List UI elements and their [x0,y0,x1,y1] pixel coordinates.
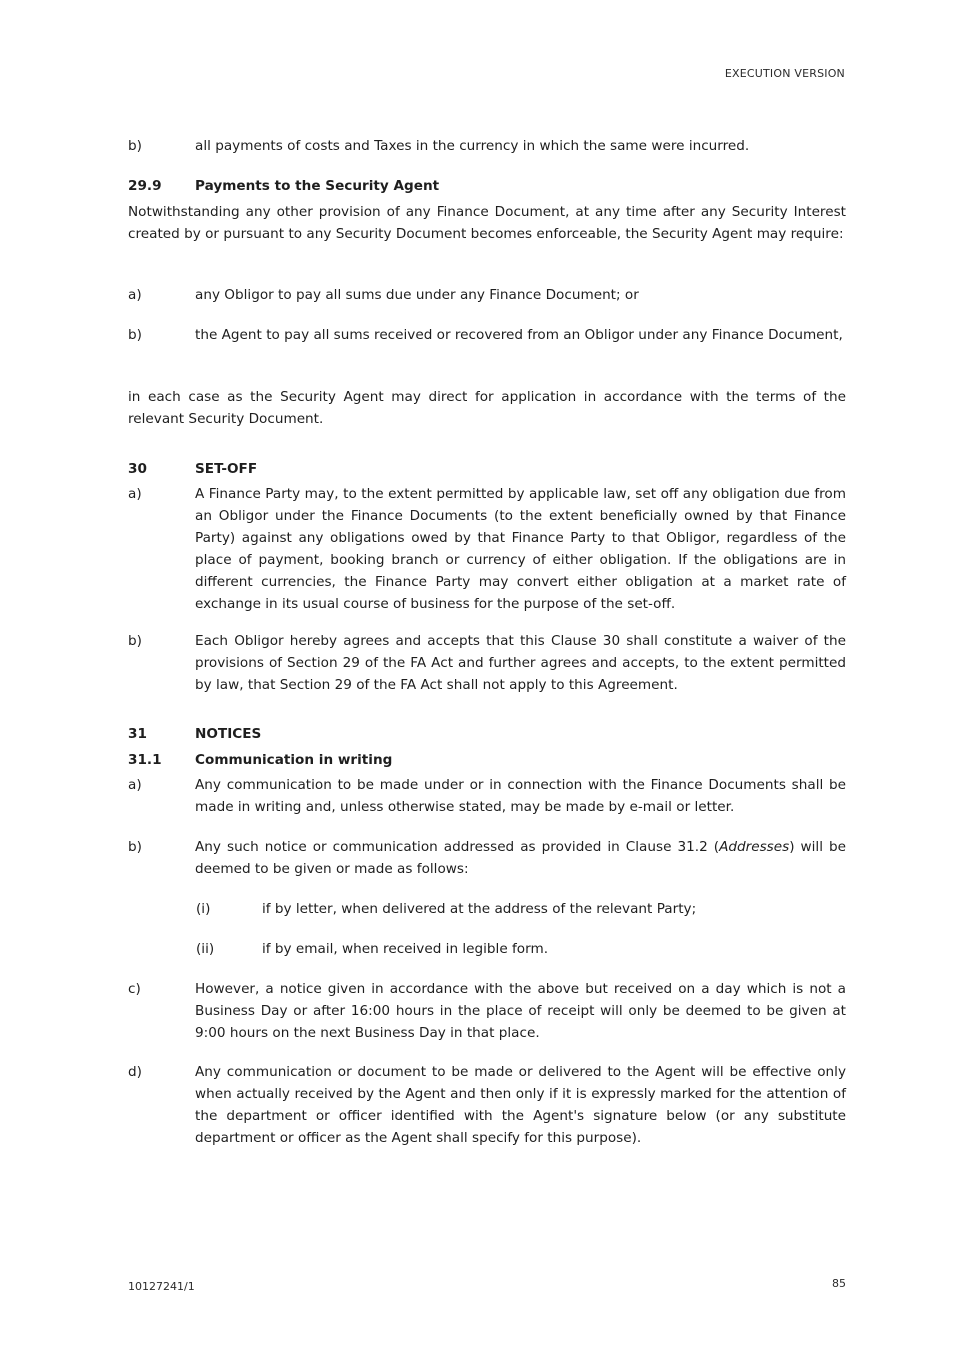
list-item-text: Any communication or document to be made or delivered to the Agent will be effective only when actually received by the Agent and then only if it is expressly marked for the attention of the department or officer identified with the Agent's signature below (or any substitute department or officer as the Agent shall specify for this purpose). [195,1064,846,1146]
section-number: 31 [128,726,147,742]
list-item-text: A Finance Party may, to the extent permitted by applicable law, set off any obligation due from an Obligor under the Finance Documents (to the extent beneficially owned by that Finance Party) against any obligations owed by that Finance Party to that Obligor, regardless of the place of payment, booking branch or currency of either obligation. If the obligations are in different currencies, the Finance Party may convert either obligation at a market rate of exchange in its usual course of business for the purpose of the set-off. [195,486,846,612]
sub-list-item [196,898,846,920]
sub-list-marker: (i) [196,901,211,917]
list-item [128,1061,846,1149]
list-item [128,284,846,306]
sub-list-item-text: if by email, when received in legible form. [262,941,549,957]
page-number: 85 [832,1277,846,1290]
text-segment: ) will be deemed to be given or made as follows: [195,839,846,877]
list-item [128,774,846,818]
list-marker: b) [128,327,142,343]
list-item [128,836,846,880]
list-item-text: all payments of costs and Taxes in the currency in which the same were incurred. [195,138,750,154]
list-item-text [195,836,846,880]
list-item [128,324,846,346]
sub-list-item [196,938,846,960]
list-marker: b) [128,839,142,855]
section-number: 29.9 [128,178,162,194]
section-title: NOTICES [195,726,262,742]
list-item-text: Any communication to be made under or in connection with the Finance Documents shall be made in writing and, unless otherwise stated, may be made by e-mail or letter. [195,777,846,815]
document-version-label: EXECUTION VERSION [724,67,845,80]
section-title: Payments to the Security Agent [195,178,440,194]
document-reference: 10127241/1 [128,1280,195,1293]
paragraph: in each case as the Security Agent may direct for application in accordance with the terms of the relevant Security Document. [128,389,846,427]
list-item [128,135,846,157]
section-title: Communication in writing [195,752,393,768]
list-item [128,978,846,1044]
list-marker: b) [128,633,142,649]
list-marker: a) [128,486,142,502]
list-item-text: any Obligor to pay all sums due under any Finance Document; or [195,287,639,303]
sub-list-item-text: if by letter, when delivered at the address of the relevant Party; [262,901,697,917]
paragraph: Notwithstanding any other provision of any Finance Document, at any time after any Security Interest created by or pursuant to any Security Document becomes enforceable, the Security Agent may require: [128,204,846,242]
section-number: 31.1 [128,752,162,768]
clause-reference: Addresses [719,839,790,855]
sub-list-marker: (ii) [196,941,215,957]
section-number: 30 [128,461,147,477]
list-marker: c) [128,981,141,997]
list-item-text: Each Obligor hereby agrees and accepts that this Clause 30 shall constitute a waiver of the provisions of Section 29 of the FA Act and further agrees and accepts, to the extent permitted by law, that Section 29 of the FA Act shall not apply to this Agreement. [195,633,846,693]
list-marker: a) [128,777,142,793]
list-item-text: the Agent to pay all sums received or recovered from an Obligor under any Finance Document, [195,327,843,343]
list-item [128,630,846,696]
list-item-text: However, a notice given in accordance with the above but received on a day which is not a Business Day or after 16:00 hours in the place of receipt will only be deemed to be given at 9:00 hours on the next Business Day in that place. [195,981,846,1041]
text-segment: Any such notice or communication addressed as provided in Clause 31.2 ( [195,839,720,855]
list-marker: b) [128,138,142,154]
list-item [128,483,846,615]
list-marker: a) [128,287,142,303]
list-marker: d) [128,1064,142,1080]
section-title: SET-OFF [195,461,258,477]
